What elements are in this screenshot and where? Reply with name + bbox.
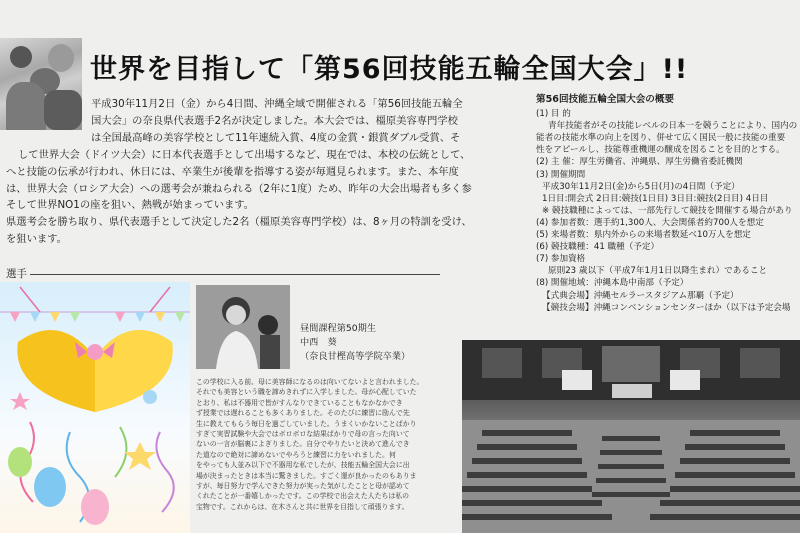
essay-line: それでも美容という職を諦めきれずに入学しました。母が心配していた — [196, 388, 417, 397]
competition-hall-photo — [462, 340, 800, 533]
section-header — [0, 266, 440, 280]
summary-line: 原則23 歳以下（平成7年1月1日以降生まれ）であること — [548, 266, 768, 277]
student-portrait — [196, 285, 290, 369]
summary-line: 【式典会場】沖縄セルラースタジアム那覇（予定） — [542, 290, 739, 301]
essay-line: 生に教えてもらう毎日を過ごしていました。うまくいかないことばかり — [196, 419, 417, 428]
summary-line: (4) 参加者数：選手約1,300人、大会関係者約700人を想定 — [536, 217, 764, 228]
summary-line: 青年技能者がその技能レベルの日本一を競うことにより、国内の — [548, 121, 798, 132]
lead-line: 県選考会を勝ち取り、県代表選手として決定した2名（橿原美容専門学校）は、8ヶ月の特訓を受け、 — [6, 216, 472, 229]
summary-line: (5) 来場者数：県内外からの来場者数延べ10万人を想定 — [536, 230, 751, 241]
hall-art — [462, 340, 800, 533]
profile-school: （奈良甘樫高等学院卒業） — [300, 351, 411, 362]
essay-line: とおり、私は不器用で皆がすんなりできていることもなかなかでき — [196, 398, 403, 407]
summary-line: (7) 参加資格 — [536, 254, 586, 265]
essay-line: をやっても人並み以下で不器用な私でしたが、技能五輪全国大会に出 — [196, 461, 410, 470]
student-profile — [300, 322, 410, 364]
celebration-art — [0, 282, 190, 533]
lead-line: を狙います。 — [6, 233, 67, 246]
essay-line: 場が決まったときは本当に驚きました。すごく運が良かったのもありま — [196, 471, 417, 480]
lead-line: して世界大会（ドイツ大会）に日本代表選手として出場するなど、現在では、本校の伝統として、 — [18, 148, 471, 161]
summary-line: 【競技会場】沖縄コンベンションセンターほか（以下は予定会場 — [542, 302, 791, 313]
essay-line: この学校に入る前、母に美容師になるのは向いてないよと言われました。 — [196, 378, 424, 386]
celebration-illustration — [0, 282, 190, 533]
essay-line: すぎて実習試験や大会ではボロボロな結果ばかりで母の言った向いて — [196, 430, 410, 439]
summary-line: 能者の技能水準の向上を図り、併せて広く国民一般に技能の重要 — [536, 133, 786, 144]
student-essay — [196, 377, 458, 512]
summary-line: (1) 目 的 — [536, 109, 571, 120]
essay-line: くれたことが一番嬉しかったです。この学校で出会えた人たちは私の — [196, 492, 410, 501]
essay-line: た道なので絶対に諦めないでやろうと練習に力をいれました。何 — [196, 450, 396, 459]
lead-line: そして世界NO1の座を狙い、熱戦が始まっています。 — [6, 199, 255, 212]
essay-line: 宝物です。これからは、在木さんと共に世界を目指して頑張ります。 — [196, 502, 409, 511]
summary-line: 性をアピールし、技能尊重機運の醸成を図ることを目的とする。 — [536, 145, 785, 156]
summary-line: (8) 開催地域：沖縄本島中南部（予定） — [536, 278, 689, 289]
profile-name: 中西 葵 — [300, 337, 337, 348]
section-label: 選手 — [6, 268, 27, 280]
essay-line: すが、毎日努力で学んできた努力が実った気がしたことと母が認めて — [196, 482, 410, 491]
page-title: 世界を目指して「第56回技能五輪全国大会」!! — [90, 54, 689, 85]
summary-heading: 第56回技能五輪全国大会の概要 — [536, 94, 675, 105]
lead-line: は全国最高峰の美容学校として11年連続入賞、4度の金賞・銀賞ダブル受賞、そ — [91, 131, 461, 144]
summary-line: 平成30年11月2日(金)から5日(月)の4日間（予定） — [542, 181, 740, 192]
summary-line: (6) 競技職種：41 職種（予定） — [536, 242, 660, 253]
summary-line: 1日目:開会式 2日目:競技(1日目) 3日目:競技(2日目) 4日目 — [542, 193, 769, 204]
profile-course: 昼間課程第50期生 — [300, 323, 377, 334]
summary-line: (3) 開催期間 — [536, 169, 586, 180]
essay-line: ないの一言が脳裏によぎりました。自分でやりたいと決めて進んでき — [196, 440, 410, 449]
event-summary — [536, 94, 800, 314]
lead-line: は、世界大会（ロシア大会）への選考会が兼ねられる（2年に1度）ため、昨年の大会出場者も多く参 — [6, 182, 472, 195]
portrait-art — [196, 285, 290, 369]
essay-line: ず授業では遅れることも多くありました。そのたびに練習に励んで先 — [196, 409, 410, 418]
lead-line: 国大会」の奈良県代表選手2名が決定しました。本大会では、橿原美容専門学校 — [91, 114, 458, 127]
lead-line: 平成30年11月2日（金）から4日間、沖縄全域で開催される「第56回技能五輪全 — [91, 98, 463, 110]
summary-line: (2) 主 催：厚生労働省、沖縄県、厚生労働省委託機関 — [536, 157, 743, 168]
lead-line: へと技能の伝承が行われ、休日には、卒業生が後輩を指導する姿が毎週見られます。また、本年度 — [6, 165, 459, 178]
lead-paragraph — [6, 96, 526, 248]
summary-line: ※ 競技職種によっては、一部先行して競技を開催する場合があり — [542, 205, 793, 216]
section-rule — [30, 274, 440, 275]
